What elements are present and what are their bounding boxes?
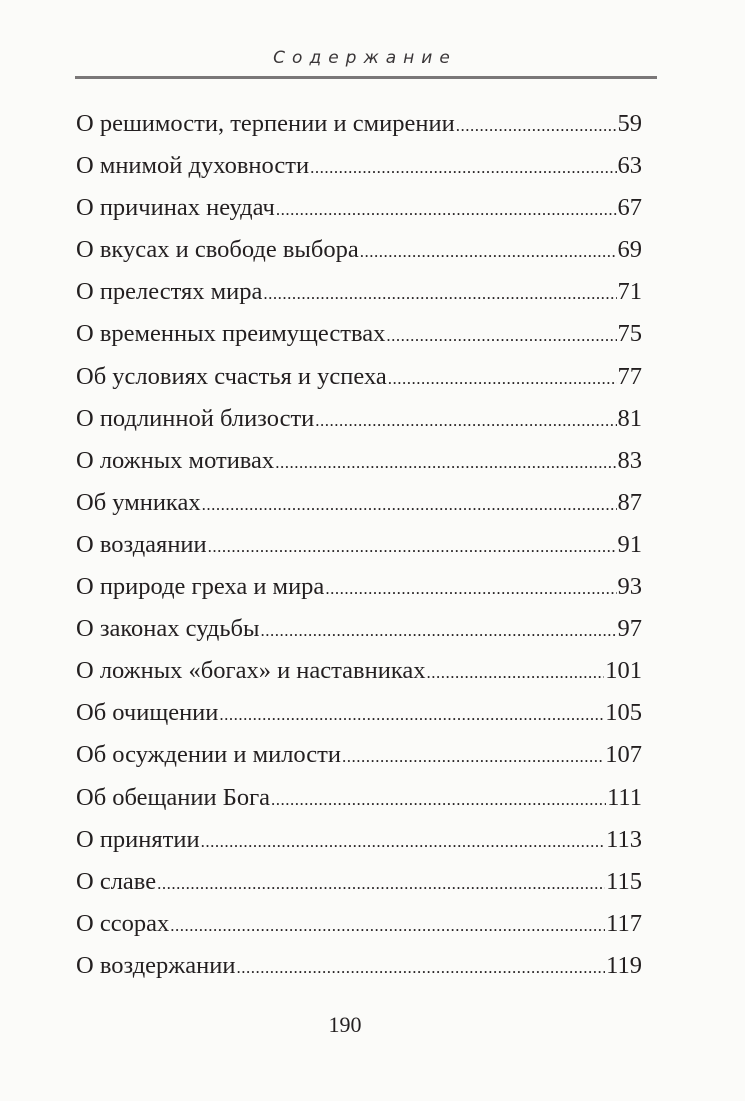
toc-entry-page: 117 [606, 909, 642, 937]
leader-dots [310, 149, 616, 187]
toc-entry [76, 400, 642, 442]
toc-entry-title: О ложных «богах» и наставниках [76, 657, 426, 685]
toc-entry-title: О принятии [76, 825, 200, 853]
leader-dots [386, 317, 616, 355]
leader-dots [276, 191, 617, 229]
leader-dots [260, 612, 616, 650]
toc-entry-page: 115 [606, 867, 642, 895]
leader-dots [157, 865, 605, 903]
leader-dots [315, 402, 616, 440]
toc-entry [76, 568, 642, 610]
page-number: 190 [328, 1012, 362, 1037]
toc-entry-title: Об осуждении и милости [76, 741, 341, 769]
toc-entry [76, 610, 642, 652]
toc-entry-page: 71 [617, 278, 642, 306]
toc-entry-page: 97 [617, 615, 642, 643]
toc-entry [76, 147, 642, 189]
toc-entry [76, 779, 642, 821]
leader-dots [360, 233, 617, 271]
toc-entry [76, 905, 642, 947]
running-header: Содержание [273, 48, 457, 68]
toc-entry-page: 93 [617, 573, 642, 601]
toc-entry-title: О вкусах и свободе выбора [76, 236, 359, 264]
leader-dots [236, 949, 605, 987]
leader-dots [456, 107, 617, 145]
toc-entry-title: О причинах неудач [76, 194, 275, 222]
toc-entry-title: О прелестях мира [76, 278, 263, 306]
toc-entry [76, 736, 642, 778]
table-of-contents [76, 105, 642, 989]
toc-entry [76, 358, 642, 400]
toc-entry-page: 81 [617, 404, 642, 432]
toc-entry-page: 83 [617, 446, 642, 474]
toc-entry [76, 694, 642, 736]
toc-entry-title: О ложных мотивах [76, 446, 275, 474]
toc-entry-title: О временных преимуществах [76, 320, 386, 348]
toc-entry-page: 107 [605, 741, 642, 769]
toc-entry-title: Об условиях счастья и успеха [76, 362, 387, 390]
toc-entry [76, 105, 642, 147]
toc-entry [76, 526, 642, 568]
toc-entry [76, 315, 642, 357]
toc-entry [76, 652, 642, 694]
leader-dots [201, 823, 606, 861]
toc-entry-page: 77 [617, 362, 642, 390]
toc-entry [76, 821, 642, 863]
toc-entry-page: 87 [617, 488, 642, 516]
toc-entry-title: О воздержании [76, 951, 236, 979]
toc-entry-page: 91 [617, 530, 642, 558]
toc-entry [76, 231, 642, 273]
toc-entry [76, 442, 642, 484]
toc-entry-title: Об очищении [76, 699, 219, 727]
toc-entry-title: Об умниках [76, 488, 201, 516]
toc-entry-title: О славе [76, 867, 157, 895]
leader-dots [325, 570, 616, 608]
toc-entry [76, 189, 642, 231]
toc-entry-title: О воздаянии [76, 530, 207, 558]
toc-entry-title: О решимости, терпении и смирении [76, 110, 455, 137]
toc-entry-title: О законах судьбы [76, 615, 260, 643]
leader-dots [170, 907, 605, 945]
leader-dots [388, 360, 617, 398]
leader-dots [427, 654, 605, 692]
toc-entry-page: 59 [617, 110, 642, 137]
toc-entry [76, 484, 642, 526]
toc-entry-title: Об обещании Бога [76, 783, 270, 811]
leader-dots [342, 738, 604, 776]
leader-dots [208, 528, 617, 566]
header-rule [75, 76, 657, 79]
toc-entry-title: О подлинной близости [76, 404, 315, 432]
toc-entry-page: 67 [617, 194, 642, 222]
toc-entry [76, 863, 642, 905]
toc-entry-page: 111 [607, 783, 642, 811]
toc-entry-page: 105 [605, 699, 642, 727]
leader-dots [263, 275, 616, 313]
toc-entry-page: 101 [605, 657, 642, 685]
toc-entry-title: О ссорах [76, 909, 170, 937]
toc-entry-title: О природе греха и мира [76, 573, 325, 601]
toc-entry-page: 113 [606, 825, 642, 853]
toc-entry-page: 119 [606, 951, 642, 979]
toc-entry [76, 947, 642, 989]
toc-entry-page: 69 [617, 236, 642, 264]
leader-dots [219, 696, 604, 734]
toc-entry-page: 75 [617, 320, 642, 348]
leader-dots [271, 781, 606, 819]
toc-entry [76, 273, 642, 315]
toc-entry-page: 63 [617, 152, 642, 180]
leader-dots [202, 486, 617, 524]
leader-dots [275, 444, 616, 482]
toc-entry-title: О мнимой духовности [76, 152, 310, 180]
